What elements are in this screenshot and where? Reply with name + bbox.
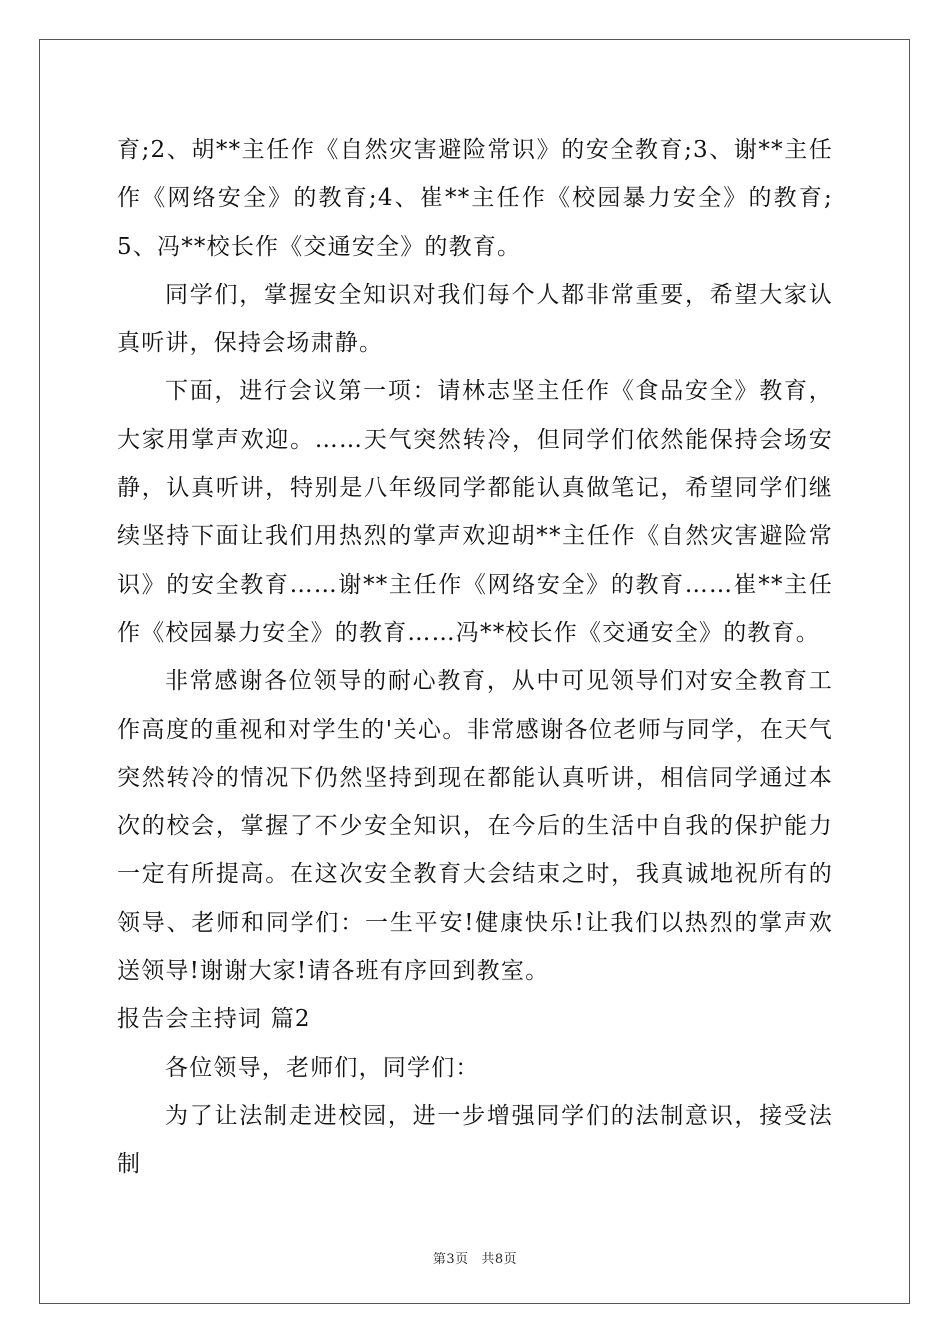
paragraph-closing-thanks: 非常感谢各位领导的耐心教育，从中可见领导们对安全教育工作高度的重视和对学生的'关心。非常感谢各位老师与同学，在天气突然转冷的情况下仍然坚持到现在都能认真听讲，相信同学通过本次的校会，掌握了不少安全知识，在今后的生活中自我的保护能力一定有所提高。在这次安全教育大会结束之时，我真诚地祝所有的领导、老师和同学们：一生平安!健康快乐!让我们以热烈的掌声欢送领导!谢谢大家!请各班有序回到教室。 <box>117 668 833 985</box>
document-body <box>117 126 833 1189</box>
paragraph-continued: 育;2、胡**主任作《自然灾害避险常识》的安全教育;3、谢**主任作《网络安全》的教育;4、崔**主任作《校园暴力安全》的教育;5、冯**校长作《交通安全》的教育。 <box>117 137 833 260</box>
paragraph-safety-knowledge: 同学们，掌握安全知识对我们每个人都非常重要，希望大家认真听讲，保持会场肃静。 <box>117 281 833 357</box>
page-number: 第3页 <box>432 1252 469 1267</box>
paragraph-first-item: 下面，进行会议第一项：请林志坚主任作《食品安全》教育，大家用掌声欢迎。……天气突然转冷，但同学们依然能保持会场安静，认真听讲，特别是八年级同学都能认真做笔记，希望同学们继续坚持下面让我们用热烈的掌声欢迎胡**主任作《自然灾害避险常识》的安全教育……谢**主任作《网络安全》的教育……崔**主任作《校园暴力安全》的教育……冯**校长作《交通安全》的教育。 <box>117 378 833 646</box>
page-total: 共8页 <box>481 1252 518 1267</box>
page-footer <box>0 1248 950 1267</box>
paragraph-greeting: 各位领导，老师们，同学们： <box>165 1054 480 1081</box>
paragraph-law-intro: 为了让法制走进校园，进一步增强同学们的法制意识，接受法制 <box>117 1102 833 1178</box>
section-heading: 报告会主持词 篇2 <box>117 1006 311 1033</box>
